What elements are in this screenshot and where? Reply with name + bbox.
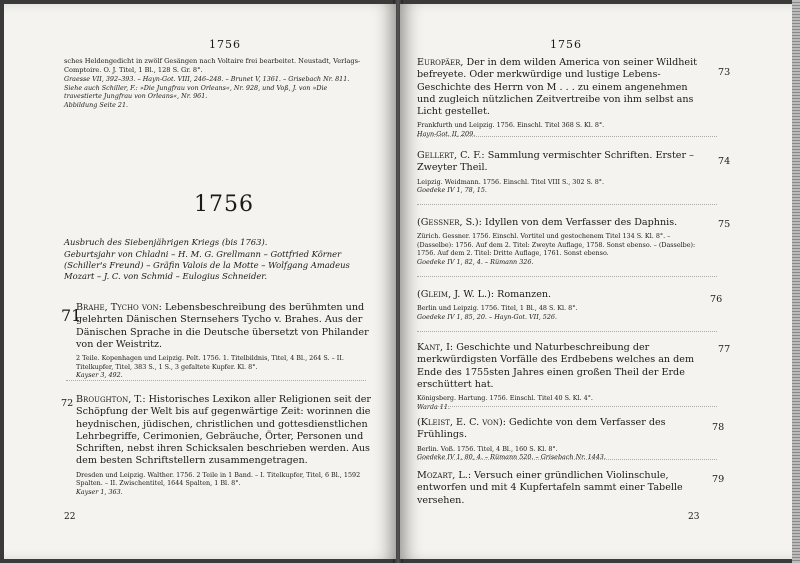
entry-title: Gedichte von dem Verfasser des Frühlings. bbox=[417, 417, 666, 441]
entry-title: Historisches Lexikon aller Religionen seit der Schöpfung der Welt bis auf gegenwärtige Zeit: worinnen die heydnischen, jüdischen, christlichen und gottesdienstlichen Lehrbegriffe, Cerimonien, Gebräuche, Örter, Personen und Schriften, nebst ihren Schicksalen beschrieben werden. Aus dem besten Schriftstellern zusammengetragen. bbox=[76, 394, 371, 467]
entry-author: Europäer, bbox=[417, 57, 464, 68]
entry-refs: Warda 11. bbox=[417, 402, 450, 411]
bibliography-entry bbox=[417, 342, 707, 411]
entry-number: 75 bbox=[718, 219, 731, 230]
entry-number: 79 bbox=[712, 474, 725, 485]
divider bbox=[417, 459, 717, 460]
running-head: 1756 bbox=[550, 38, 582, 51]
bibliography-entry bbox=[417, 150, 707, 195]
bibliography-entry bbox=[76, 302, 372, 380]
entry-author: Mozart, L.: bbox=[417, 470, 472, 481]
entry-imprint: Berlin und Leipzig. 1756. Titel, 1 Bl., 48 S. Kl. 8°. bbox=[417, 304, 578, 313]
events-war: Ausbruch des Siebenjährigen Kriegs (bis 1763). bbox=[64, 237, 268, 247]
entry-number: 72 bbox=[61, 398, 74, 409]
entry-title: Idyllen von dem Verfasser des Daphnis. bbox=[484, 217, 678, 228]
entry-number: 71 bbox=[61, 306, 82, 325]
divider bbox=[417, 331, 717, 332]
entry-refs: Hayn-Got. II, 209. bbox=[417, 130, 476, 139]
page-edge bbox=[792, 0, 800, 563]
page-number: 23 bbox=[688, 512, 700, 522]
bibliography-entry bbox=[417, 289, 707, 321]
events-block bbox=[64, 237, 368, 282]
bibliography-entry bbox=[417, 57, 707, 139]
entry-refs: Goedeke IV 1, 78, 15. bbox=[417, 186, 487, 195]
entry-title: Der in dem wilden America von seiner Wildheit befreyete. Oder merkwürdige und lustige Lebens-Geschichte des Herrn von M . . . zu einem angenehmen und zugleich nützlichen Zeitvertreibe von ihm selbst ans Licht gestellet. bbox=[417, 57, 698, 118]
entry-author: (Gessner, S.): bbox=[417, 217, 482, 228]
entry-refs: Goedeke IV 1, 82, 4. – Rümann 326. bbox=[417, 258, 534, 267]
divider bbox=[417, 406, 717, 407]
entry-number: 74 bbox=[718, 156, 731, 167]
entry-author: (Gleim, J. W. L.): bbox=[417, 289, 495, 300]
divider bbox=[417, 276, 717, 277]
entry-author: Gellert, C. F.: bbox=[417, 150, 485, 161]
entry-author: Brahe, Tycho von: bbox=[76, 302, 162, 313]
entry-number: 78 bbox=[712, 422, 725, 433]
entry-imprint: Leipzig. Weidmann. 1756. Einschl. Titel VIII S., 302 S. 8°. bbox=[417, 177, 605, 186]
continuation-refs: Graesse VII, 392–393. – Hayn-Got. VIII, 246–248. – Brunet V, 1361. – Grisebach Nr. 811. bbox=[64, 75, 350, 83]
divider bbox=[66, 380, 366, 381]
continuation-see-also: Siehe auch Schiller, F.: »Die Jungfrau von Orleans«, Nr. 928, und Voß, J. von »Die travestierte Jungfrau von Orleans«, Nr. 961. bbox=[64, 83, 328, 101]
entry-imprint: 2 Teile. Kopenhagen und Leipzig. Pelt. 1756. 1. Titelbildnis, Titel, 4 Bl., 264 S. – II. Titelkupfer, Titel, 383 S., 1 S., 3 gefaltete Kupfer. Kl. 8°. bbox=[76, 354, 344, 371]
right-page bbox=[400, 4, 792, 559]
entry-author: (Kleist, E. C. von): bbox=[417, 417, 506, 428]
running-head: 1756 bbox=[209, 38, 241, 51]
events-births: Geburtsjahr von Chladni – H. M. G. Grellmann – Gottfried Körner (Schiller's Freund) – Gräfin Valois de la Motte – Wolfgang Amadeus Mozart – J. C. von Schmid – Eulogius Schneider. bbox=[64, 249, 350, 281]
entry-title: Sammlung vermischter Schriften. Erster – Zweyter Theil. bbox=[417, 150, 694, 174]
entry-refs: Kayser 1, 363. bbox=[76, 487, 123, 496]
bibliography-entry bbox=[76, 394, 372, 497]
entry-refs: Goedeke IV 1, 80, 4. – Rümann 520. – Grisebach Nr. 1443. bbox=[417, 453, 606, 462]
continuation-text: sches Heldengedicht in zwölf Gesängen nach Voltaire frei bearbeitet. Neustadt, Verlags-Comptoire. O. J. Titel, 1 Bl., 128 S. Gr. 8°. bbox=[64, 57, 361, 74]
entry-imprint: Berlin. Voß. 1756. Titel, 4 Bl., 160 S. Kl. 8°. bbox=[417, 444, 558, 453]
section-year: 1756 bbox=[194, 192, 254, 217]
entry-imprint: Dresden und Leipzig. Walther. 1756. 2 Teile in 1 Band. – I. Titelkupfer, Titel, 6 Bl., 1592 Spalten. – II. Zwischentitel, 1644 Spalten, 1 Bl. 8°. bbox=[76, 470, 361, 488]
continuation-illustration: Abbildung Seite 21. bbox=[64, 100, 129, 109]
divider bbox=[417, 136, 717, 137]
entry-title: Romanzen. bbox=[497, 289, 552, 300]
entry-refs: Goedeke IV 1, 85, 20. – Hayn-Got. VII, 526. bbox=[417, 312, 558, 321]
page-number: 22 bbox=[64, 512, 76, 522]
entry-imprint: Königsberg. Hartung. 1756. Einschl. Titel 40 S. Kl. 4°. bbox=[417, 394, 593, 403]
entry-number: 76 bbox=[710, 294, 723, 305]
entry-refs: Kayser 3, 492. bbox=[76, 371, 123, 380]
entry-author: Kant, I: bbox=[417, 342, 454, 353]
divider bbox=[417, 204, 717, 205]
continuation-block bbox=[64, 57, 366, 109]
entry-author: Broughton, T.: bbox=[76, 394, 146, 405]
entry-title: Versuch einer gründlichen Violinschule, entworfen und mit 4 Kupfertafeln sammt einer Tabelle versehen. bbox=[417, 470, 683, 506]
entry-number: 77 bbox=[718, 344, 731, 355]
bibliography-entry bbox=[417, 470, 707, 507]
entry-title: Lebensbeschreibung des berühmten und gelehrten Dänischen Sternsehers Tycho v. Brahes. Aus der Dänischen Sprache in die Deutsche übersetzt von Philander von der Weistritz. bbox=[76, 302, 369, 350]
entry-imprint: Zürich. Gessner. 1756. Einschl. Vortitel und gestochenem Titel 134 S. Kl. 8°. – (Dasselbe): 1756. Auf dem 2. Titel: Zweyte Auflage, 1758. Sonst ebenso. – (Dasselbe): 1756. Auf dem 2. Titel: Dritte Auflage, 1761. Sonst ebenso. bbox=[417, 232, 696, 258]
entry-number: 73 bbox=[718, 67, 731, 78]
bibliography-entry bbox=[417, 417, 707, 462]
bibliography-entry bbox=[417, 217, 707, 267]
entry-imprint: Frankfurth und Leipzig. 1756. Einschl. Titel 368 S. Kl. 8°. bbox=[417, 121, 605, 130]
left-page bbox=[4, 4, 396, 559]
entry-title: Geschichte und Naturbeschreibung der merkwürdigsten Vorfälle des Erdbebens welches an dem Ende des 1755sten Jahres einen großen Theil der Erde erschüttert hat. bbox=[417, 342, 695, 390]
